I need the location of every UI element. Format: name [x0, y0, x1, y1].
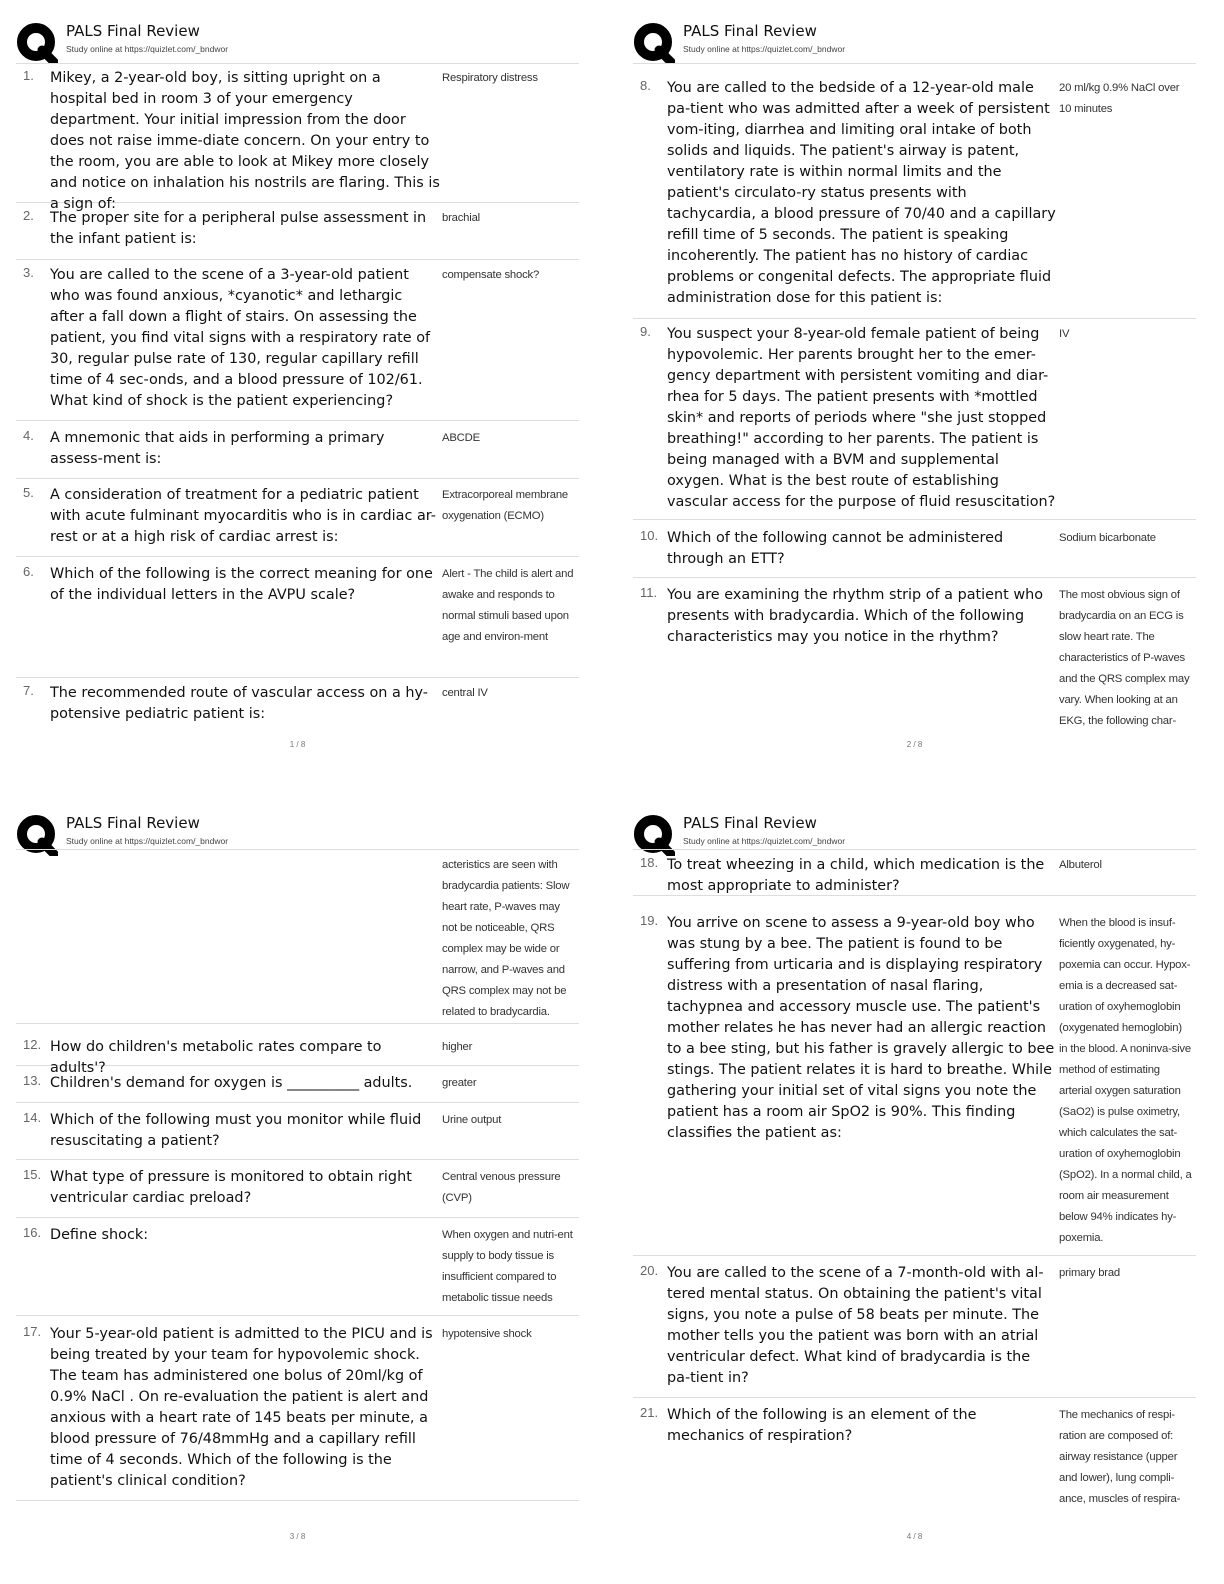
card-number: 12.	[23, 1037, 42, 1052]
flashcard	[16, 68, 579, 212]
page-number: 1 / 8	[289, 740, 306, 749]
card-definition: central IV	[442, 687, 488, 699]
page-1	[0, 0, 595, 770]
card-definition: primary brad	[1059, 1267, 1121, 1279]
card-term: The proper site for a peripheral pulse assessment in the infant patient is:	[50, 210, 427, 247]
flashcard	[633, 1263, 1196, 1398]
card-number: 21.	[640, 1405, 659, 1420]
card-definition: greater	[442, 1077, 477, 1089]
card-number: 10.	[640, 528, 659, 543]
page-3	[0, 792, 595, 1562]
flashcard	[16, 428, 579, 479]
card-number: 13.	[23, 1073, 42, 1088]
card-number: 7.	[23, 683, 34, 698]
card-term: Which of the following must you monitor while fluid resuscitating a patient?	[50, 1112, 422, 1149]
doc-subtitle: Study online at https://quizlet.com/_bndwor	[683, 836, 846, 846]
card-definition: higher	[442, 1041, 473, 1053]
quizlet-logo-icon	[16, 22, 58, 64]
card-definition: acteristics are seen with bradycardia patients: Slow heart rate, P-waves may not be noticeable, QRS complex may be wide or narrow, and P-waves and QRS complex may not be related to bradycardia.	[442, 859, 570, 1018]
flashcard	[633, 855, 1196, 896]
card-number: 11.	[640, 585, 658, 600]
card-term: How do children's metabolic rates compare to adults'?	[50, 1039, 382, 1076]
card-definition: IV	[1059, 328, 1070, 340]
card-number: 17.	[23, 1324, 42, 1339]
page-header	[633, 18, 1196, 66]
card-term: You are called to the scene of a 3-year-old patient who was found anxious, *cyanotic* and lethargic after a fall down a flight of stairs. On assessing the patient, you find vital signs with a respiratory rate of 30, regular pulse rate of 130, regular capillary refill time of 4 sec-onds, and a blood pressure of 102/61. What kind of shock is the patient experiencing?	[50, 267, 431, 409]
card-term: Your 5-year-old patient is admitted to the PICU and is being treated by your team for hypovolemic shock. The team has administered one bolus of 20ml/kg of 0.9% NaCl . On re-evaluation the patient is alert and anxious with a heart rate of 145 beats per minute, a blood pressure of 76/48mmHg and a capillary refill time of 4 seconds. Which of the following is the patient's clinical condition?	[50, 1326, 433, 1489]
card-term: To treat wheezing in a child, which medication is the most appropriate to administer?	[667, 857, 1045, 894]
card-definition: Central venous pressure (CVP)	[442, 1171, 561, 1204]
divider	[16, 849, 579, 850]
flashcard	[633, 1405, 1196, 1525]
card-definition: Alert - The child is alert and awake and responds to normal stimuli based upon age and environ-ment	[442, 568, 574, 643]
flashcard	[16, 683, 579, 729]
card-definition: Respiratory distress	[442, 72, 538, 84]
page-4	[617, 792, 1212, 1562]
card-definition: When oxygen and nutri-ent supply to body tissue is insufficient compared to metabolic tissue needs	[442, 1229, 573, 1304]
card-number: 1.	[23, 68, 34, 83]
page-2	[617, 0, 1212, 770]
page-header	[16, 18, 579, 66]
quizlet-logo-icon	[633, 22, 675, 64]
card-term: A mnemonic that aids in performing a primary assess-ment is:	[50, 430, 385, 467]
flashcard	[16, 485, 579, 557]
card-definition: 20 ml/kg 0.9% NaCl over 10 minutes	[1059, 82, 1180, 115]
doc-subtitle: Study online at https://quizlet.com/_bndwor	[683, 44, 846, 54]
flashcard	[633, 585, 1196, 735]
card-definition: When the blood is insuf-ficiently oxygenated, hy-poxemia can occur. Hypox-emia is a decreased sat-uration of oxyhemoglobin (oxygenated hemoglobin) in the blood. A noninva-sive method of estimating arterial oxygen saturation (SaO2) is pulse oximetry, which calculates the sat-uration of oxyhemoglobin (SpO2). In a normal child, a room air measurement below 94% indicates hy-poxemia.	[1059, 917, 1192, 1244]
card-number: 3.	[23, 265, 34, 280]
card-term: Children's demand for oxygen is __________ adults.	[50, 1075, 413, 1091]
flashcard	[16, 1073, 579, 1103]
page-number: 4 / 8	[906, 1532, 923, 1541]
card-term: You suspect your 8-year-old female patient of being hypovolemic. Her parents brought her to the emer-gency department with persistent vomiting and diar-rhea for 5 days. The patient presents with *mottled skin* and reports of periods where "she just stopped breathing!" according to her parents. The patient is being managed with a BVM and supplemental oxygen. What is the best route of establishing vascular access for the purpose of fluid resuscitation?	[667, 326, 1056, 510]
card-definition: brachial	[442, 212, 480, 224]
card-term: The recommended route of vascular access on a hy-potensive pediatric patient is:	[50, 685, 428, 722]
page-number: 2 / 8	[906, 740, 923, 749]
card-number: 8.	[640, 78, 651, 93]
card-term: You are examining the rhythm strip of a patient who presents with bradycardia. Which of the following characteristics may you notice in the rhythm?	[667, 587, 1044, 645]
page-header	[633, 810, 1196, 858]
flashcard	[16, 1324, 579, 1501]
flashcard	[16, 208, 579, 260]
doc-title: PALS Final Review	[66, 22, 200, 40]
flashcard	[633, 78, 1196, 319]
card-number: 16.	[23, 1225, 42, 1240]
flashcard	[16, 1167, 579, 1218]
card-definition: The most obvious sign of bradycardia on an ECG is slow heart rate. The characteristics of P-waves and the QRS complex may vary. When looking at an EKG, the following char-	[1059, 589, 1190, 727]
page-number: 3 / 8	[289, 1532, 306, 1541]
flashcard	[633, 913, 1196, 1256]
card-number: 9.	[640, 324, 651, 339]
card-number: 4.	[23, 428, 34, 443]
card-term: You are called to the scene of a 7-month-old with al-tered mental status. On obtaining the patient's vital signs, you note a pulse of 58 beats per minute. The mother tells you the patient was born with an atrial ventricular defect. What kind of bradycardia is the pa-tient in?	[667, 1265, 1044, 1386]
divider	[633, 849, 1196, 850]
card-number: 15.	[23, 1167, 42, 1182]
divider	[633, 63, 1196, 64]
card-term: A consideration of treatment for a pediatric patient with acute fulminant myocarditis who is in cardiac ar-rest or at a high risk of cardiac arrest is:	[50, 487, 436, 545]
card-term: Which of the following cannot be administered through an ETT?	[667, 530, 1004, 567]
card-definition: Urine output	[442, 1114, 502, 1126]
card-number: 18.	[640, 855, 659, 870]
card-number: 2.	[23, 208, 34, 223]
doc-subtitle: Study online at https://quizlet.com/_bndwor	[66, 44, 229, 54]
card-term: Mikey, a 2-year-old boy, is sitting upright on a hospital bed in room 3 of your emergency department. Your initial impression from the door does not raise imme-diate concern. On your entry to the room, you are able to look at Mikey more closely and notice on inhalation his nostrils are flaring. This is a sign of:	[50, 70, 440, 212]
card-number: 19.	[640, 913, 659, 928]
card-term: You arrive on scene to assess a 9-year-old boy who was stung by a bee. The patient is found to be suffering from urticaria and is displaying respiratory distress with a presentation of nasal flaring, tachypnea and accessory muscle use. The patient's mother relates he has never had an allergic reaction to a bee sting, but his father is gravely allergic to bee stings. The patient relates it is hard to breathe. While gathering your initial set of vital signs you note the patient has a room air SpO2 is 90%. This finding classifies the patient as:	[667, 915, 1055, 1141]
doc-title: PALS Final Review	[66, 814, 200, 832]
flashcard	[16, 1110, 579, 1160]
flashcard	[633, 324, 1196, 520]
card-number: 6.	[23, 564, 34, 579]
doc-subtitle: Study online at https://quizlet.com/_bndwor	[66, 836, 229, 846]
flashcard	[16, 1225, 579, 1316]
card-definition: Albuterol	[1059, 859, 1102, 871]
flashcard	[633, 528, 1196, 578]
flashcard	[16, 1037, 579, 1076]
doc-title: PALS Final Review	[683, 814, 817, 832]
card-definition: Extracorporeal membrane oxygenation (ECMO)	[442, 489, 568, 522]
card-term: Which of the following is an element of the mechanics of respiration?	[667, 1407, 977, 1444]
page-header	[16, 810, 579, 858]
card-term: You are called to the bedside of a 12-year-old male pa-tient who was admitted after a week of persistent vom-iting, diarrhea and limiting oral intake of both solids and liquids. The patient's airway is patent, ventilatory rate is within normal limits and the patient's circulato-ry status presents with tachycardia, a blood pressure of 70/40 and a capillary refill time of 5 seconds. The patient is speaking incoherently. The patient has no history of cardiac problems or congenital defects. The appropriate fluid administration dose for this patient is:	[667, 80, 1056, 306]
card-number: 14.	[23, 1110, 42, 1125]
doc-title: PALS Final Review	[683, 22, 817, 40]
card-number: 20.	[640, 1263, 659, 1278]
card-number: 5.	[23, 485, 34, 500]
flashcard	[16, 564, 579, 678]
card-definition: compensate shock?	[442, 269, 540, 281]
card-definition: hypotensive shock	[442, 1328, 532, 1340]
flashcard	[16, 265, 579, 421]
card-definition: ABCDE	[442, 432, 480, 444]
flashcard-continued	[16, 855, 579, 1024]
divider	[16, 63, 579, 64]
card-term: What type of pressure is monitored to obtain right ventricular cardiac preload?	[50, 1169, 412, 1206]
card-term: Which of the following is the correct meaning for one of the individual letters in the AVPU scale?	[50, 566, 433, 603]
card-definition: The mechanics of respi-ration are composed of: airway resistance (upper and lower), lung compli-ance, muscles of respira-	[1059, 1409, 1181, 1505]
card-definition: Sodium bicarbonate	[1059, 532, 1156, 544]
card-term: Define shock:	[50, 1227, 149, 1243]
